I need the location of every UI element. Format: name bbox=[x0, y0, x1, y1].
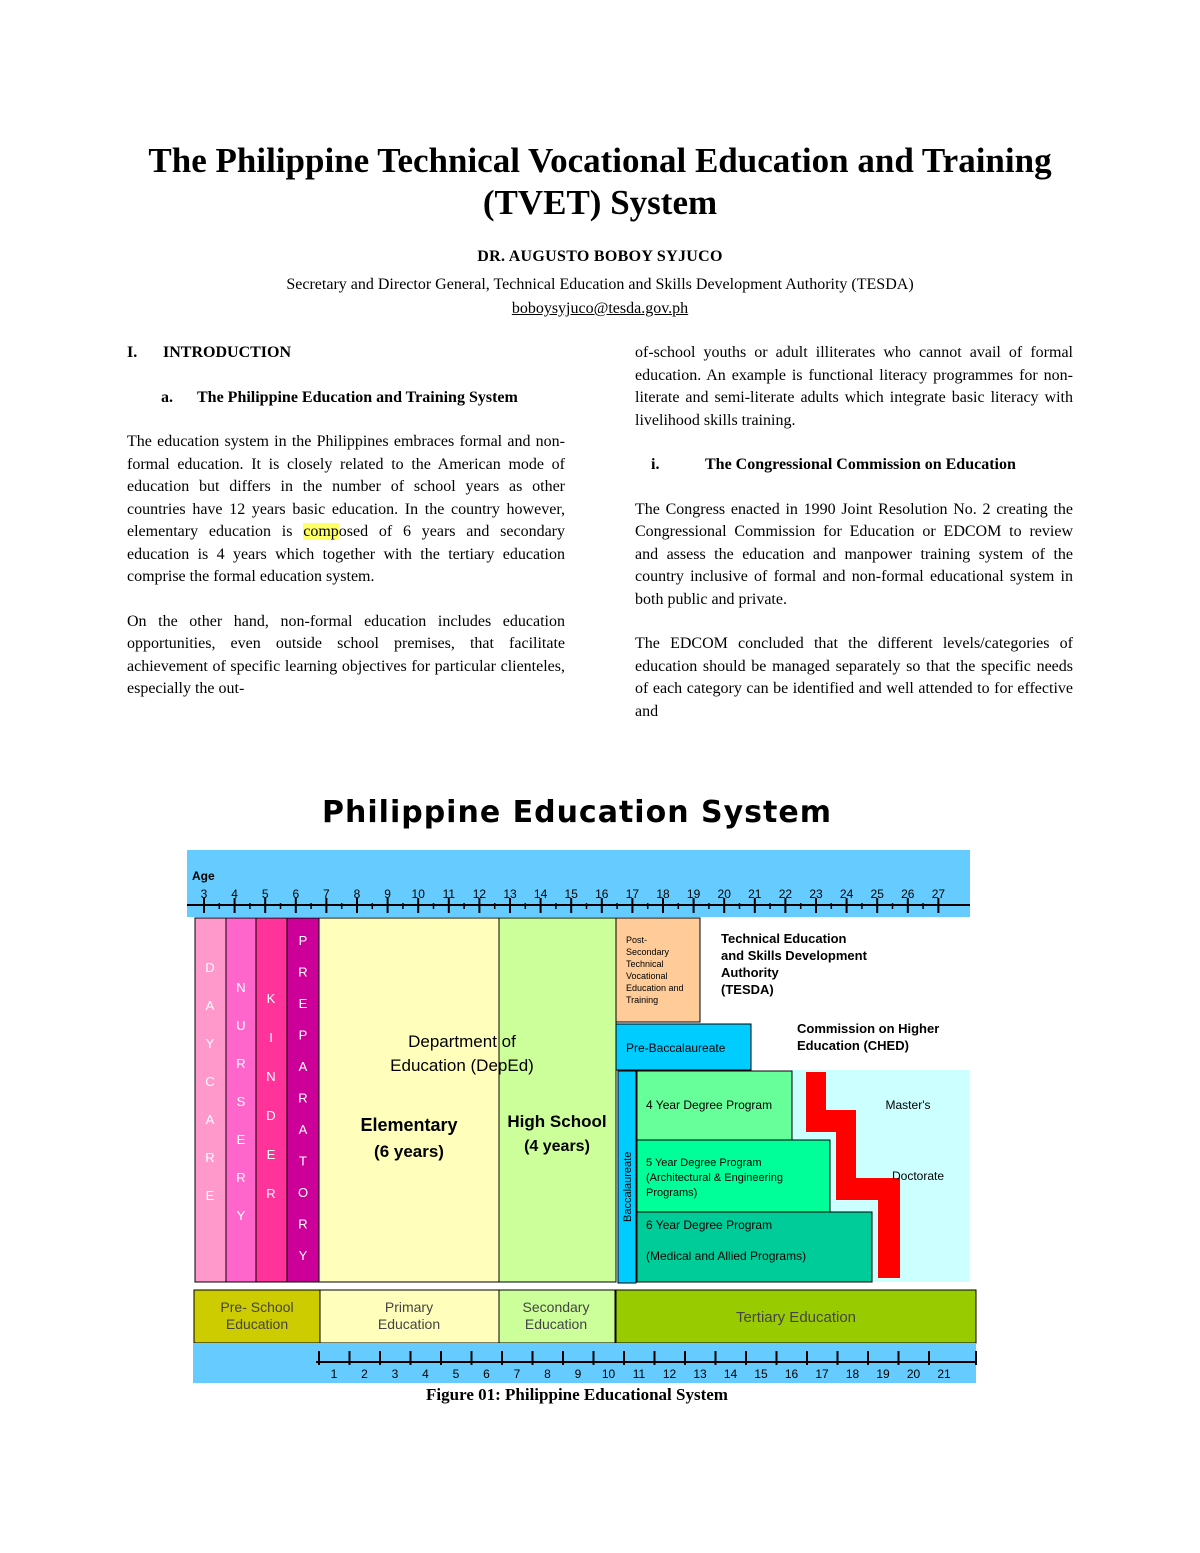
section-title: INTRODUCTION bbox=[163, 344, 292, 361]
tesda-line: (TESDA) bbox=[721, 982, 774, 997]
year-tick-label: 13 bbox=[693, 1367, 707, 1381]
age-tick-label: 21 bbox=[748, 887, 762, 901]
nursery-letter: R bbox=[236, 1170, 246, 1185]
post-secondary-line: Post- bbox=[626, 935, 648, 945]
nursery-letter: N bbox=[236, 980, 246, 995]
year-tick-label: 15 bbox=[754, 1367, 768, 1381]
post-secondary-line: Secondary bbox=[626, 947, 670, 957]
year-tick-label: 3 bbox=[391, 1367, 399, 1381]
author-affiliation: Secretary and Director General, Technical Education and Skills Development Authority (TESDA) bbox=[286, 276, 914, 293]
high-school-block bbox=[499, 918, 616, 1282]
preparatory-letter: E bbox=[298, 996, 308, 1011]
age-tick-label: 9 bbox=[384, 887, 391, 901]
kinder-letter: N bbox=[266, 1069, 276, 1084]
figure-title: Philippine Education System bbox=[322, 795, 832, 830]
kinder-letter: R bbox=[266, 1186, 276, 1201]
preparatory-letter: A bbox=[298, 1122, 308, 1137]
age-tick-label: 16 bbox=[595, 887, 609, 901]
elementary-label: Elementary bbox=[360, 1115, 458, 1135]
year-tick-label: 4 bbox=[422, 1367, 429, 1381]
year-tick-label: 2 bbox=[361, 1367, 368, 1381]
nursery-letter: S bbox=[236, 1094, 246, 1109]
year-tick-label: 21 bbox=[937, 1367, 951, 1381]
title-line-1: The Philippine Technical Vocational Education and Training bbox=[148, 141, 1052, 180]
daycare-letter: E bbox=[205, 1188, 215, 1203]
title-line-2: (TVET) System bbox=[482, 183, 718, 222]
figure-caption: Figure 01: Philippine Educational System bbox=[426, 1385, 728, 1404]
year-tick-label: 12 bbox=[662, 1367, 677, 1381]
kinder-letter: E bbox=[266, 1147, 276, 1162]
paragraph-edcom: The EDCOM concluded that the different levels/categories of education should be managed separately so that the specific needs of each category can be identified and well attended to for effective and bbox=[635, 635, 1073, 720]
year-tick-label: 14 bbox=[723, 1367, 738, 1381]
highlighted-text: comp bbox=[303, 523, 339, 540]
preparatory-letter: T bbox=[299, 1153, 307, 1169]
masters-label: Master's bbox=[885, 1098, 931, 1112]
post-secondary-line: Technical bbox=[626, 959, 664, 969]
preparatory-letter: P bbox=[298, 1027, 308, 1043]
five-year-line: 5 Year Degree Program bbox=[646, 1157, 762, 1169]
paragraph-congress: The Congress enacted in 1990 Joint Resolution No. 2 creating the Congressional Commission for Education or EDCOM to review and assess the education and manpower training system of the country inclusive of formal and non-formal educational system in both public and private. bbox=[635, 500, 1073, 608]
nursery-letter: Y bbox=[236, 1208, 246, 1223]
deped-label-2: Education (DepEd) bbox=[390, 1056, 534, 1075]
kinder-letter: D bbox=[266, 1108, 276, 1123]
tesda-line: and Skills Development bbox=[721, 948, 867, 963]
age-tick-label: 7 bbox=[323, 887, 330, 901]
nursery-letter: R bbox=[236, 1056, 246, 1071]
daycare-letter: R bbox=[205, 1150, 215, 1165]
age-tick-label: 26 bbox=[901, 887, 915, 901]
age-tick-label: 18 bbox=[656, 887, 670, 901]
age-tick-label: 13 bbox=[503, 887, 517, 901]
deped-label-1: Department of bbox=[408, 1032, 516, 1051]
nursery-letter: E bbox=[236, 1132, 246, 1147]
year-tick-label: 6 bbox=[483, 1367, 490, 1381]
five-year-line: Programs) bbox=[646, 1187, 698, 1199]
age-tick-label: 19 bbox=[686, 887, 701, 901]
year-tick-label: 16 bbox=[784, 1367, 799, 1381]
age-tick-label: 4 bbox=[231, 887, 238, 901]
year-tick-label: 8 bbox=[544, 1367, 551, 1381]
category-label: Primary bbox=[384, 1299, 434, 1315]
age-tick-label: 20 bbox=[717, 887, 731, 901]
age-tick-label: 3 bbox=[200, 887, 208, 901]
preparatory-letter: R bbox=[298, 964, 308, 980]
daycare-letter: D bbox=[205, 960, 215, 975]
nursery-letter: U bbox=[236, 1018, 246, 1033]
author-email-link[interactable]: boboysyjuco@tesda.gov.ph bbox=[511, 300, 689, 317]
age-tick-label: 6 bbox=[292, 887, 300, 901]
preparatory-letter: R bbox=[298, 1216, 308, 1232]
post-secondary-line: Vocational bbox=[626, 971, 668, 981]
elementary-years: (6 years) bbox=[374, 1142, 444, 1161]
preparatory-letter: A bbox=[298, 1059, 308, 1074]
daycare-letter: C bbox=[205, 1074, 215, 1089]
category-label: Education bbox=[225, 1316, 289, 1332]
year-tick-label: 1 bbox=[330, 1367, 338, 1381]
age-tick-label: 17 bbox=[625, 887, 640, 901]
age-label: Age bbox=[192, 869, 215, 883]
preparatory-letter: R bbox=[298, 1090, 308, 1106]
elementary-block bbox=[319, 918, 499, 1282]
age-tick-label: 15 bbox=[564, 887, 578, 901]
preparatory-letter: O bbox=[297, 1185, 309, 1200]
age-tick-label: 23 bbox=[809, 887, 823, 901]
high-school-years: (4 years) bbox=[524, 1138, 590, 1155]
post-secondary-line: Training bbox=[626, 995, 659, 1005]
year-tick-label: 9 bbox=[574, 1367, 582, 1381]
age-tick-label: 11 bbox=[442, 887, 456, 901]
doctorate-label: Doctorate bbox=[891, 1169, 945, 1183]
daycare-letter: A bbox=[205, 1112, 215, 1127]
daycare-letter: A bbox=[205, 998, 215, 1013]
category-label: Education bbox=[524, 1316, 588, 1332]
year-tick-label: 11 bbox=[632, 1367, 646, 1381]
age-tick-label: 27 bbox=[931, 887, 946, 901]
age-tick-label: 22 bbox=[778, 887, 793, 901]
kinder-letter: K bbox=[266, 991, 276, 1006]
age-tick-label: 5 bbox=[261, 887, 269, 901]
subsection-title: The Congressional Commission on Education bbox=[705, 456, 1016, 473]
paragraph-text: The education system in the Philippines embraces formal and non-formal education. It is closely related to the American mode of education but differs in the number of school years as other countries have 12 years basic education. In the country however, elementary education is bbox=[127, 433, 565, 540]
preparatory-letter: Y bbox=[298, 1248, 308, 1263]
age-tick-label: 10 bbox=[411, 887, 425, 901]
category-label: Secondary bbox=[522, 1299, 590, 1315]
age-tick-label: 8 bbox=[353, 887, 361, 901]
paragraph-non-formal: On the other hand, non-formal education includes education opportunities, even outside school premises, that facilitate achievement of specific learning objectives for particular clienteles, especially the out- bbox=[127, 612, 565, 697]
baccalaureate-label: Baccalaureate bbox=[622, 1151, 634, 1222]
pre-baccalaureate-label: Pre-Baccalaureate bbox=[626, 1041, 726, 1055]
preparatory-letter: P bbox=[298, 933, 308, 948]
year-tick-label: 19 bbox=[876, 1367, 890, 1381]
year-tick-label: 18 bbox=[845, 1367, 860, 1381]
five-year-line: (Architectural & Engineering bbox=[646, 1172, 783, 1184]
category-labels bbox=[220, 1299, 589, 1332]
age-band bbox=[187, 850, 970, 917]
kinder-bar bbox=[256, 918, 287, 1282]
year-tick-label: 10 bbox=[601, 1367, 616, 1381]
section-number: I. bbox=[127, 344, 138, 361]
subsection-number: a. bbox=[161, 388, 173, 406]
post-secondary-block bbox=[616, 918, 700, 1022]
paragraph-text-cont: osed of 6 years and secondary education is 4 years which together with the tertiary education comprise the formal education system. bbox=[127, 523, 566, 585]
year-tick-label: 17 bbox=[815, 1367, 829, 1381]
tesda-line: Technical Education bbox=[721, 931, 847, 946]
six-year-label: 6 Year Degree Program bbox=[646, 1218, 773, 1232]
high-school-label: High School bbox=[507, 1112, 607, 1131]
paragraph-out-of-school: of-school youths or adult illiterates who cannot avail of formal education. An example is functional literacy programmes for non-literate and semi-literate adults which integrate basic literacy with livelihood skills training. bbox=[635, 344, 1073, 429]
year-tick-label: 20 bbox=[906, 1367, 921, 1381]
ched-line: Education (CHED) bbox=[797, 1038, 909, 1053]
age-tick-label: 12 bbox=[472, 887, 487, 901]
subsection-number: i. bbox=[651, 456, 660, 473]
four-year-label: 4 Year Degree Program bbox=[646, 1098, 773, 1112]
tertiary-label: Tertiary Education bbox=[735, 1309, 857, 1326]
ched-line: Commission on Higher bbox=[797, 1021, 940, 1036]
age-tick-label: 25 bbox=[870, 887, 884, 901]
category-label: Education bbox=[377, 1316, 441, 1332]
age-tick-label: 14 bbox=[533, 887, 548, 901]
year-tick-label: 5 bbox=[452, 1367, 460, 1381]
tesda-line: Authority bbox=[721, 965, 779, 980]
age-tick-label: 24 bbox=[839, 887, 854, 901]
year-tick-label: 7 bbox=[513, 1367, 521, 1381]
daycare-letter: Y bbox=[205, 1036, 215, 1051]
six-year-sublabel: (Medical and Allied Programs) bbox=[646, 1249, 807, 1263]
subsection-title: The Philippine Education and Training System bbox=[197, 388, 518, 406]
post-secondary-line: Education and bbox=[626, 983, 684, 993]
kinder-letter: I bbox=[269, 1030, 273, 1045]
category-label: Pre- School bbox=[220, 1299, 294, 1315]
author-name: DR. AUGUSTO BOBOY SYJUCO bbox=[477, 248, 723, 265]
